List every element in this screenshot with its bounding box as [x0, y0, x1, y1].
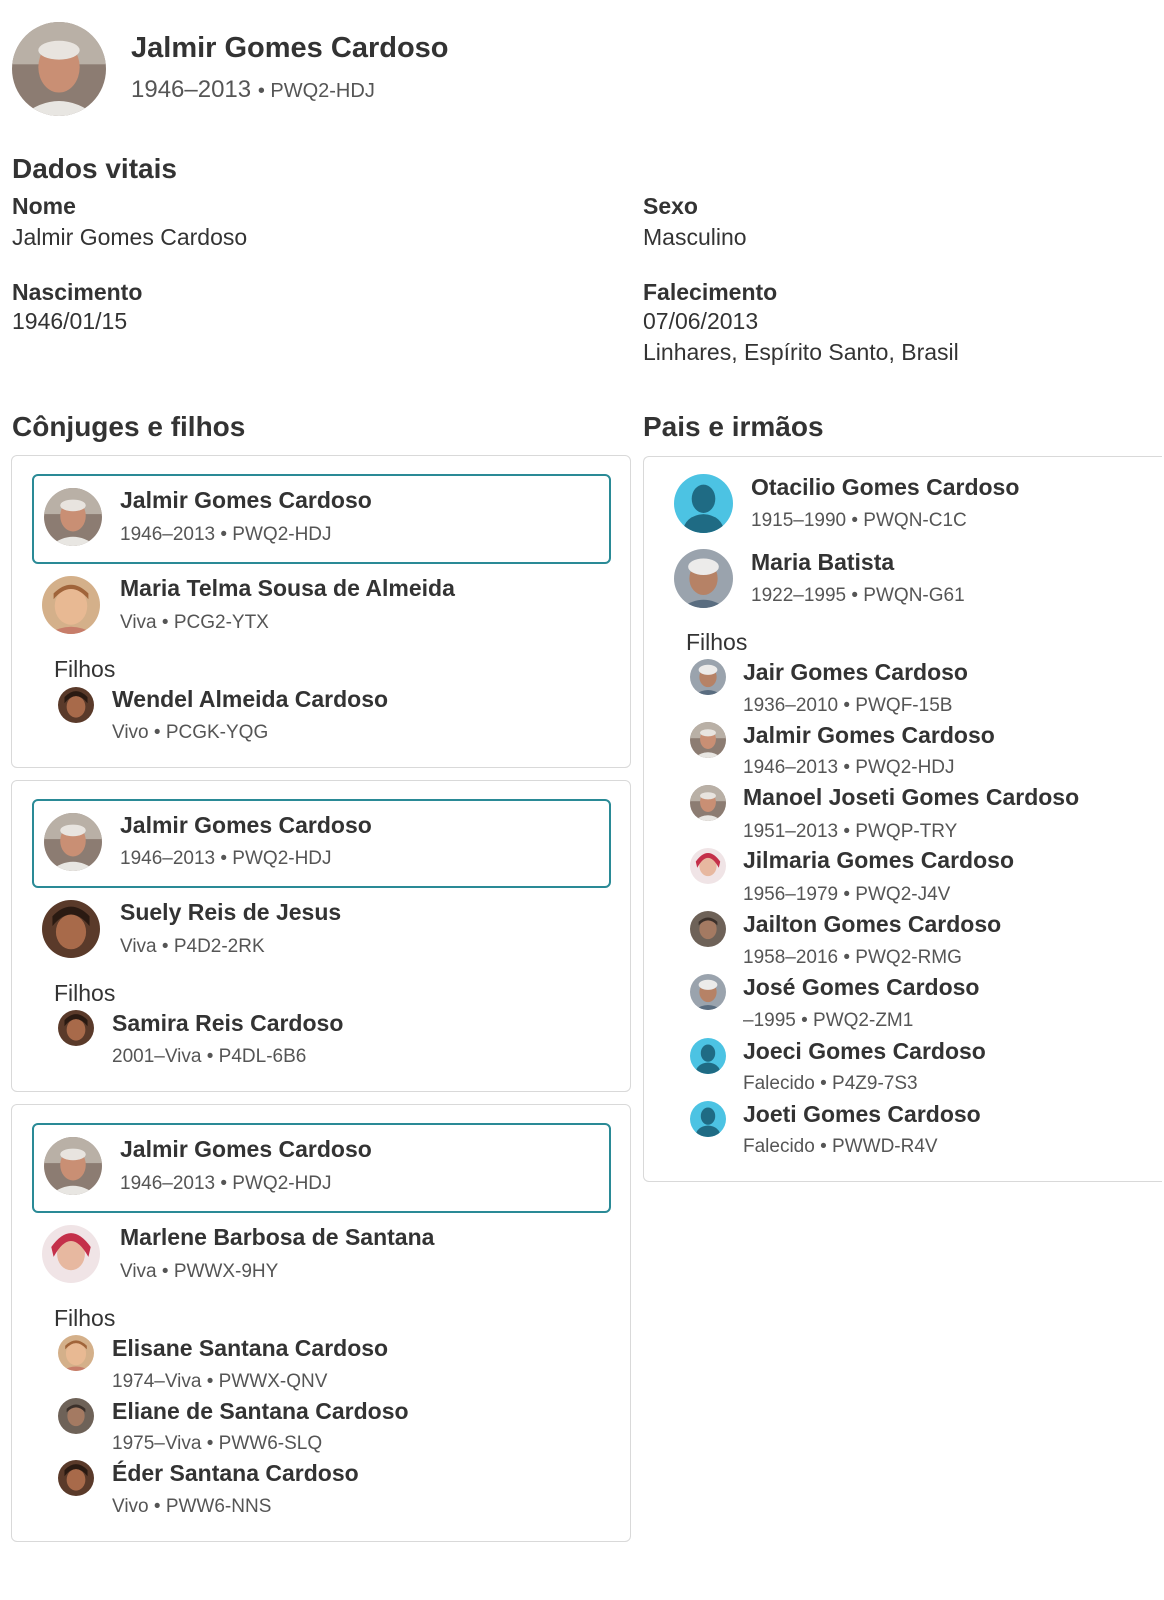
children-label: Filhos — [54, 980, 116, 1006]
sibling-info: 1951–2013 • PWQP-TRY — [743, 821, 958, 842]
focus-person-info: 1946–2013 • PWQ2-HDJ — [120, 1173, 332, 1194]
spouse-info: Viva • P4D2-2RK — [120, 936, 265, 957]
focus-person-name[interactable]: Jalmir Gomes Cardoso — [120, 812, 372, 838]
sibling-info: 1936–2010 • PWQF-15B — [743, 695, 953, 716]
sibling-name[interactable]: Joeti Gomes Cardoso — [743, 1101, 981, 1127]
children-label: Filhos — [54, 656, 116, 682]
focus-avatar — [44, 1137, 102, 1195]
person-photo-icon — [42, 1225, 100, 1283]
child-avatar — [58, 1398, 94, 1434]
sibling-avatar — [690, 659, 726, 695]
person-photo-icon — [58, 687, 94, 723]
person-photo-icon — [58, 1335, 94, 1371]
sexo-label: Sexo — [643, 193, 698, 219]
parents-title: Pais e irmãos — [643, 411, 824, 442]
child-name[interactable]: Éder Santana Cardoso — [112, 1460, 359, 1486]
nome-value: Jalmir Gomes Cardoso — [12, 224, 248, 250]
child-avatar — [58, 1460, 94, 1496]
parent-info: 1915–1990 • PWQN-C1C — [751, 510, 967, 531]
nascimento-label: Nascimento — [12, 279, 143, 305]
parent-name[interactable]: Maria Batista — [751, 549, 895, 575]
child-info: 1975–Viva • PWW6-SLQ — [112, 1433, 323, 1454]
focus-avatar — [44, 488, 102, 546]
person-photo-icon — [690, 785, 726, 821]
person-photo-icon — [44, 813, 102, 871]
sibling-name[interactable]: Jair Gomes Cardoso — [743, 659, 968, 685]
child-info: Vivo • PWW6-NNS — [112, 1496, 272, 1517]
spouse-name[interactable]: Marlene Barbosa de Santana — [120, 1224, 435, 1250]
sibling-name[interactable]: Jailton Gomes Cardoso — [743, 911, 1002, 937]
profile-photo — [12, 22, 106, 116]
siblings-label: Filhos — [686, 629, 748, 655]
child-info: Vivo • PCGK-YQG — [112, 722, 269, 743]
sibling-info: Falecido • PWWD-R4V — [743, 1136, 938, 1157]
sibling-name[interactable]: José Gomes Cardoso — [743, 974, 980, 1000]
male-silhouette-icon — [690, 1101, 726, 1137]
spouse-avatar — [42, 1225, 100, 1283]
sibling-avatar — [690, 848, 726, 884]
nascimento-value: 1946/01/15 — [12, 308, 128, 334]
falecimento-date: 07/06/2013 — [643, 308, 759, 334]
person-photo-icon — [42, 576, 100, 634]
child-name[interactable]: Wendel Almeida Cardoso — [112, 686, 389, 712]
sibling-avatar — [690, 785, 726, 821]
child-avatar — [58, 687, 94, 723]
vitals-title: Dados vitais — [12, 153, 177, 184]
sibling-info: 1946–2013 • PWQ2-HDJ — [743, 757, 955, 778]
sexo-value: Masculino — [643, 224, 747, 250]
person-photo-icon — [690, 911, 726, 947]
parent-avatar — [674, 549, 733, 608]
male-silhouette-icon — [690, 1038, 726, 1074]
sibling-name[interactable]: Jilmaria Gomes Cardoso — [743, 847, 1014, 873]
sibling-name[interactable]: Joeci Gomes Cardoso — [743, 1038, 986, 1064]
sibling-avatar — [690, 911, 726, 947]
person-photo-icon — [674, 549, 733, 608]
child-name[interactable]: Samira Reis Cardoso — [112, 1010, 344, 1036]
focus-person-info: 1946–2013 • PWQ2-HDJ — [120, 524, 332, 545]
person-photo-icon — [44, 488, 102, 546]
spouse-avatar — [42, 900, 100, 958]
header-subtitle: 1946–2013 • PWQ2-HDJ — [131, 76, 375, 103]
sibling-info: Falecido • P4Z9-7S3 — [743, 1073, 918, 1094]
spouse-info: Viva • PWWX-9HY — [120, 1261, 279, 1282]
male-silhouette-icon — [674, 474, 733, 533]
nome-label: Nome — [12, 193, 76, 219]
person-photo-icon — [690, 722, 726, 758]
sibling-name[interactable]: Manoel Joseti Gomes Cardoso — [743, 784, 1080, 810]
person-photo-icon — [58, 1398, 94, 1434]
child-avatar — [58, 1010, 94, 1046]
parent-name[interactable]: Otacilio Gomes Cardoso — [751, 474, 1020, 500]
sibling-avatar — [690, 1038, 726, 1074]
focus-avatar — [44, 813, 102, 871]
children-label: Filhos — [54, 1305, 116, 1331]
person-photo-icon — [44, 1137, 102, 1195]
spouse-avatar — [42, 576, 100, 634]
spouses-title: Cônjuges e filhos — [12, 411, 246, 442]
sibling-avatar — [690, 974, 726, 1010]
page-title: Jalmir Gomes Cardoso — [131, 32, 449, 64]
falecimento-place: Linhares, Espírito Santo, Brasil — [643, 339, 959, 365]
focus-person-name[interactable]: Jalmir Gomes Cardoso — [120, 1136, 372, 1162]
focus-person-name[interactable]: Jalmir Gomes Cardoso — [120, 487, 372, 513]
header-years: 1946–2013 — [131, 76, 252, 103]
parent-info: 1922–1995 • PWQN-G61 — [751, 585, 965, 606]
sibling-name[interactable]: Jalmir Gomes Cardoso — [743, 722, 995, 748]
child-avatar — [58, 1335, 94, 1371]
person-photo-icon — [690, 974, 726, 1010]
sibling-avatar — [690, 722, 726, 758]
sibling-avatar — [690, 1101, 726, 1137]
person-photo-icon — [690, 848, 726, 884]
spouse-info: Viva • PCG2-YTX — [120, 612, 269, 633]
person-photo-icon — [690, 659, 726, 695]
child-info: 1974–Viva • PWWX-QNV — [112, 1371, 328, 1392]
person-photo-icon — [42, 900, 100, 958]
spouse-name[interactable]: Suely Reis de Jesus — [120, 899, 342, 925]
sibling-info: 1956–1979 • PWQ2-J4V — [743, 884, 951, 905]
person-photo-icon — [58, 1460, 94, 1496]
child-info: 2001–Viva • P4DL-6B6 — [112, 1046, 307, 1067]
header-pid: PWQ2-HDJ — [270, 80, 375, 102]
parent-avatar — [674, 474, 733, 533]
sibling-info: 1958–2016 • PWQ2-RMG — [743, 947, 962, 968]
sibling-info: –1995 • PWQ2-ZM1 — [743, 1010, 914, 1031]
spouse-name[interactable]: Maria Telma Sousa de Almeida — [120, 575, 455, 601]
falecimento-label: Falecimento — [643, 279, 778, 305]
child-name[interactable]: Eliane de Santana Cardoso — [112, 1398, 409, 1424]
person-photo-icon — [58, 1010, 94, 1046]
person-photo-icon — [12, 22, 106, 116]
focus-person-info: 1946–2013 • PWQ2-HDJ — [120, 848, 332, 869]
child-name[interactable]: Elisane Santana Cardoso — [112, 1335, 389, 1361]
